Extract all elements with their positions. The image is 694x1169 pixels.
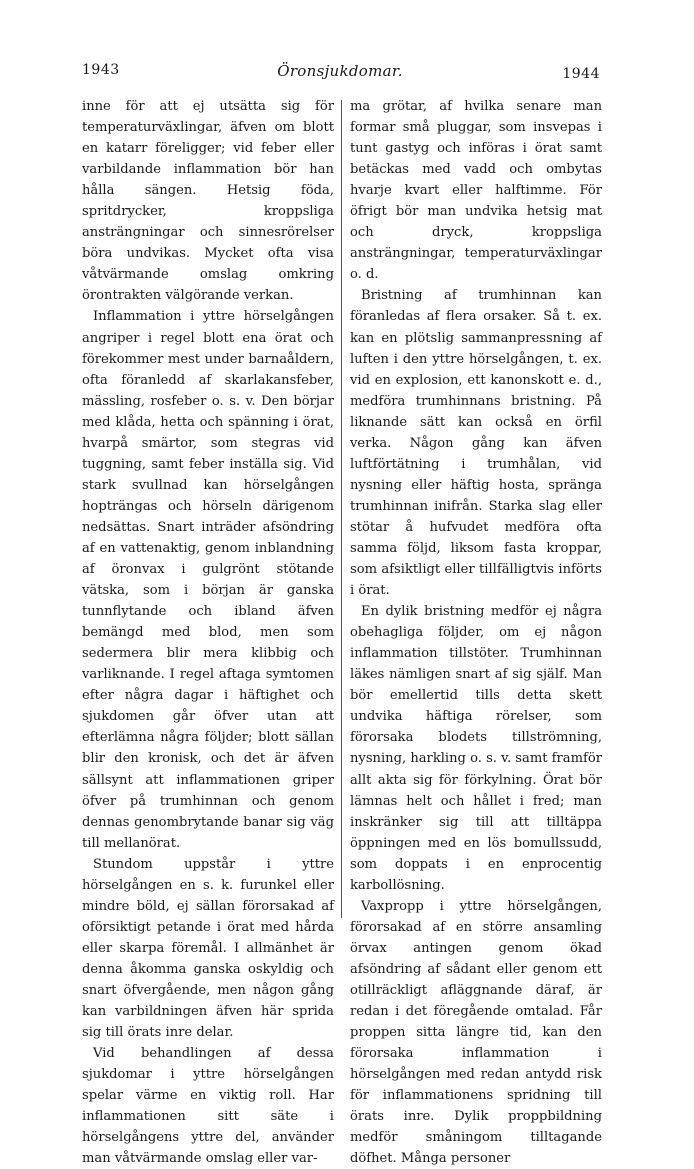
left-column bbox=[82, 96, 334, 1169]
left-paragraph-4: Vid behandlingen af dessa sjukdomar i yttre hörselgången spelar värme en viktig roll. Har inflammationen sitt säte i hörselgångens yttre del, använder man våtvärmande omslag eller var- bbox=[82, 1046, 334, 1167]
page-header bbox=[80, 60, 600, 86]
page-number-right: 1944 bbox=[562, 66, 600, 82]
left-paragraph-1: inne för att ej utsätta sig för temperaturväxlingar, äfven om blott en katarr föreligger; vid feber eller varbildande inflammation bör han hålla sängen. Hetsig föda, spritdrycker, kroppsliga ansträngningar och sinnesrörelser böra undvikas. Mycket ofta visa våtvärmande omslag omkring örontrakten välgörande verkan. bbox=[82, 99, 334, 304]
page-number-left: 1943 bbox=[82, 62, 120, 78]
right-column bbox=[350, 96, 602, 1169]
running-title: Öronsjukdomar. bbox=[277, 62, 403, 80]
right-paragraph-1: ma grötar, af hvilka senare man formar små pluggar, som insvepas i tunt gastyg och införas i örat samt betäckas med vadd och ombytas hvarje kvart eller halftimme. För öfrigt bör man undvika hetsig mat och dryck, kroppsliga ansträngningar, temperaturväxlingar o. d. bbox=[350, 99, 602, 283]
right-paragraph-2: Bristning af trumhinnan kan föranledas af flera orsaker. Så t. ex. kan en plötslig sammanpressning af luften i den yttre hörselgången, t. ex. vid en explosion, ett kanonskott e. d., medföra trumhinnans bristning. På liknande sätt kan också en örfil verka. Någon gång kan äfven luftförtätning i trumhålan, vid nysning eller häftig hosta, spränga trumhinnan inifrån. Starka slag eller stötar å hufvudet medföra ofta samma följd, liksom fasta kroppar, som afsiktligt eller tillfälligtvis införts i örat. bbox=[350, 288, 602, 599]
right-paragraph-4: Vaxpropp i yttre hörselgången, förorsakad af en större ansamling örvax antingen genom ökad afsöndring af sådant eller genom ett otillräckligt afläggnande däraf, är redan i det föregående omtalad. Får proppen sitta längre tid, kan den förorsaka inflammation i hörselgången med redan antydd risk för inflammationens spridning till örats inre. Dylik proppbildning medför småningom tilltagande döfhet. Många personer bbox=[350, 898, 602, 1167]
column-divider bbox=[341, 100, 342, 918]
left-paragraph-3: Stundom uppstår i yttre hörselgången en s. k. furunkel eller mindre böld, ej sällan förorsakad af oförsiktigt petande i örat med hårda eller skarpa föremål. I allmänhet är denna åkomma ganska oskyldig och snart öfvergående, men någon gång kan varbildningen äfven här sprida sig till örats inre delar. bbox=[82, 856, 334, 1041]
right-paragraph-3: En dylik bristning medför ej några obehagliga följder, om ej någon inflammation tillstöter. Trumhinnan läkes nämligen snart af sig själf. Man bör emellertid tills detta skett undvika häftiga rörelser, som förorsaka blodets tillströmning, nysning, harkling o. s. v. samt framför allt akta sig för förkylning. Örat bör lämnas helt och hållet i fred; man inskränker sig till att tilltäppa öppningen med en lös bomullssudd, som doppats i en enprocentig karbollösning. bbox=[350, 604, 602, 893]
left-paragraph-2: Inflammation i yttre hörselgången angriper i regel blott ena örat och förekommer mest under barnaåldern, ofta föranledd af skarlakansfeber, mässling, rosfeber o. s. v. Den börjar med klåda, hetta och spänning i örat, hvarpå smärtor, som stegras vid tuggning, samt feber inställa sig. Vid stark svullnad kan hörselgången hopträngas och hörseln därigenom nedsättas. Snart inträder afsöndring af en vattenaktig, genom inblandning af öronvax i gulgrönt stötande vätska, som i början är ganska tunnflytande och ibland äfven bemängd med blod, men som sedermera blir mera klibbig och varliknande. I regel aftaga symtomen efter några dagar i häftighet och sjukdomen går öfver utan att efterlämna några följder; blott sällan blir den kronisk, och det är äfven sällsynt att inflammationen griper öfver på trumhinnan och genom dennas genombrytande banar sig väg till mellanörat. bbox=[82, 309, 334, 851]
